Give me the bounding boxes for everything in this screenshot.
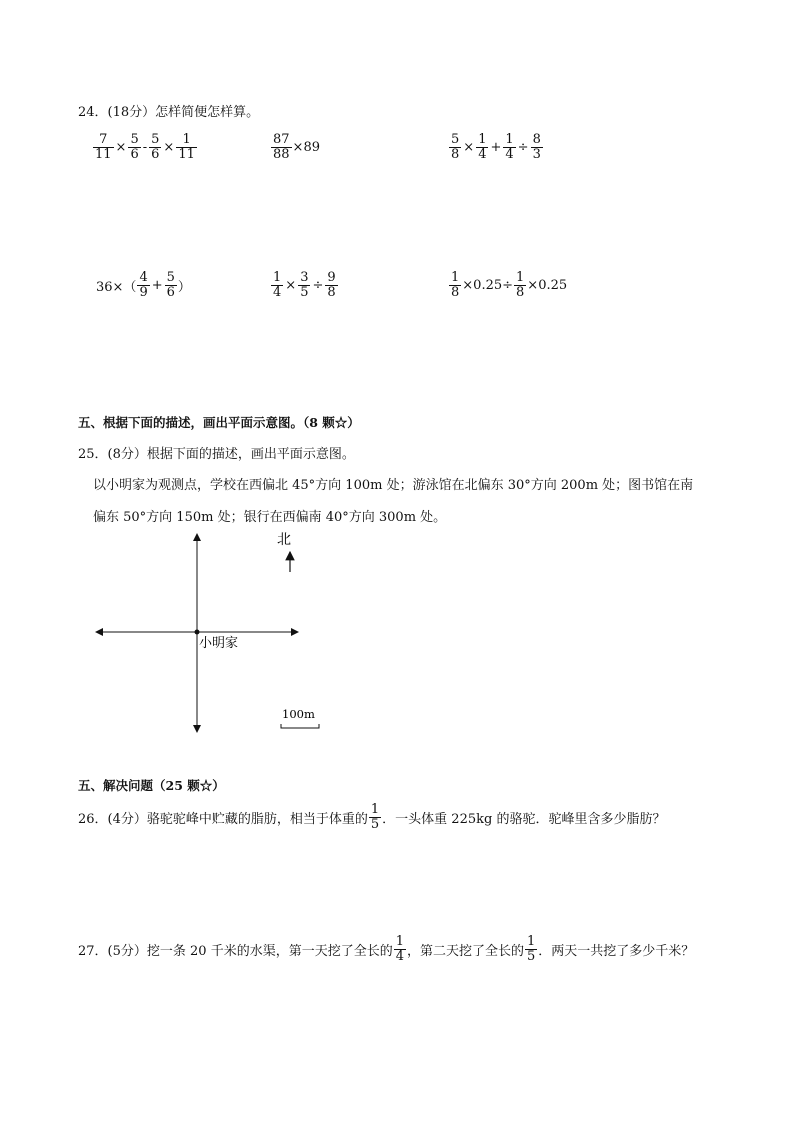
fraction (449, 133, 461, 161)
operator: + (490, 139, 502, 155)
center-label: 小明家 (199, 636, 239, 651)
q27-suffix: ．两天一共挖了多少千米？ (538, 943, 695, 959)
q24-expression-4 (96, 271, 191, 299)
numerator: 7 (99, 132, 108, 147)
section-heading-draw: 五、根据下面的描述，画出平面示意图。（8 颗☆） (78, 415, 360, 430)
q27-prefix: 27．(5分）挖一条 20 千米的水渠，第一天挖了全长的 (78, 943, 393, 959)
numerator: 4 (139, 270, 148, 285)
denominator: 8 (451, 284, 460, 300)
denominator: 9 (139, 284, 148, 300)
operator: × (285, 277, 297, 293)
numerator: 1 (182, 132, 191, 147)
denominator: 3 (532, 146, 541, 162)
fraction (514, 271, 526, 299)
denominator: 4 (505, 146, 514, 162)
fraction (476, 133, 488, 161)
denominator: 6 (130, 146, 139, 162)
denominator: 11 (178, 146, 195, 162)
q26-suffix: ．一头体重 225kg 的骆驼．驼峰里含多少脂肪？ (382, 811, 666, 827)
denominator: 5 (527, 948, 536, 964)
denominator: 5 (300, 284, 309, 300)
expression-suffix: ） (177, 279, 191, 295)
numerator: 1 (527, 934, 536, 949)
numerator: 3 (300, 270, 309, 285)
q24-expression-6 (448, 271, 567, 299)
q25-description-line-2: 偏东 50°方向 150m 处；银行在西偏南 40°方向 300m 处。 (93, 510, 447, 525)
denominator: 8 (327, 284, 336, 300)
expression-prefix: 36×（ (96, 279, 137, 295)
fraction (128, 133, 140, 161)
operator: × (115, 139, 127, 155)
denominator: 4 (395, 948, 404, 964)
denominator: 4 (273, 284, 282, 300)
numerator: 5 (151, 132, 160, 147)
q24-expression-1 (92, 133, 198, 161)
numerator: 5 (451, 132, 460, 147)
fraction (93, 133, 114, 161)
q25-description-line-1: 以小明家为观测点，学校在西偏北 45°方向 100m 处；游泳馆在北偏东 30°方向 200m 处；图书馆在南 (93, 478, 694, 493)
fraction (503, 133, 515, 161)
section-heading-solve: 五、解决问题（25 颗☆） (78, 778, 225, 793)
denominator: 6 (166, 284, 175, 300)
expression-tail: ×0.25 (527, 277, 568, 293)
operator: × (163, 139, 175, 155)
numerator: 9 (327, 270, 336, 285)
numerator: 1 (370, 802, 380, 817)
q25-title: 25．(8分）根据下面的描述，画出平面示意图。 (78, 447, 355, 462)
fraction (298, 271, 310, 299)
observation-point (195, 630, 200, 635)
fraction (525, 935, 537, 963)
denominator: 8 (516, 284, 525, 300)
fraction (149, 133, 161, 161)
operator: - (142, 139, 148, 155)
numerator: 1 (395, 934, 404, 949)
q26-prefix: 26．(4分）骆驼驼峰中贮藏的脂肪，相当于体重的 (78, 811, 368, 827)
operator: ÷ (517, 139, 529, 155)
denominator: 11 (95, 146, 112, 162)
denominator: 88 (273, 146, 290, 162)
q24-expression-5 (270, 271, 339, 299)
q27-text (78, 935, 694, 963)
q27-middle: ，第二天挖了全长的 (406, 943, 524, 959)
denominator: 6 (151, 146, 160, 162)
fraction (271, 133, 292, 161)
q24-title: 24．(18分）怎样简便怎样算。 (78, 105, 260, 120)
numerator: 1 (273, 270, 282, 285)
denominator: 8 (451, 146, 460, 162)
denominator: 5 (370, 816, 380, 832)
fraction (531, 133, 543, 161)
expression-tail: ×89 (292, 139, 320, 155)
fraction (271, 271, 283, 299)
fraction (137, 271, 149, 299)
numerator: 1 (451, 270, 460, 285)
numerator: 5 (130, 132, 139, 147)
north-label: 北 (277, 532, 291, 548)
scale-bar (281, 724, 319, 728)
numerator: 1 (516, 270, 525, 285)
scale-label: 100m (282, 707, 315, 721)
expression-middle: ×0.25÷ (462, 277, 514, 293)
operator: + (151, 277, 163, 293)
fraction (449, 271, 461, 299)
fraction (394, 935, 406, 963)
q26-text (78, 803, 665, 831)
q24-expression-3 (448, 133, 544, 161)
numerator: 5 (166, 270, 175, 285)
numerator: 87 (273, 132, 290, 147)
fraction (165, 271, 177, 299)
q24-expression-2 (270, 133, 320, 161)
operator: ÷ (312, 277, 324, 293)
direction-diagram (90, 528, 330, 738)
numerator: 8 (532, 132, 541, 147)
fraction (369, 803, 381, 831)
numerator: 1 (505, 132, 514, 147)
fraction (176, 133, 197, 161)
numerator: 1 (478, 132, 487, 147)
fraction (325, 271, 337, 299)
denominator: 4 (478, 146, 487, 162)
operator: × (463, 139, 475, 155)
